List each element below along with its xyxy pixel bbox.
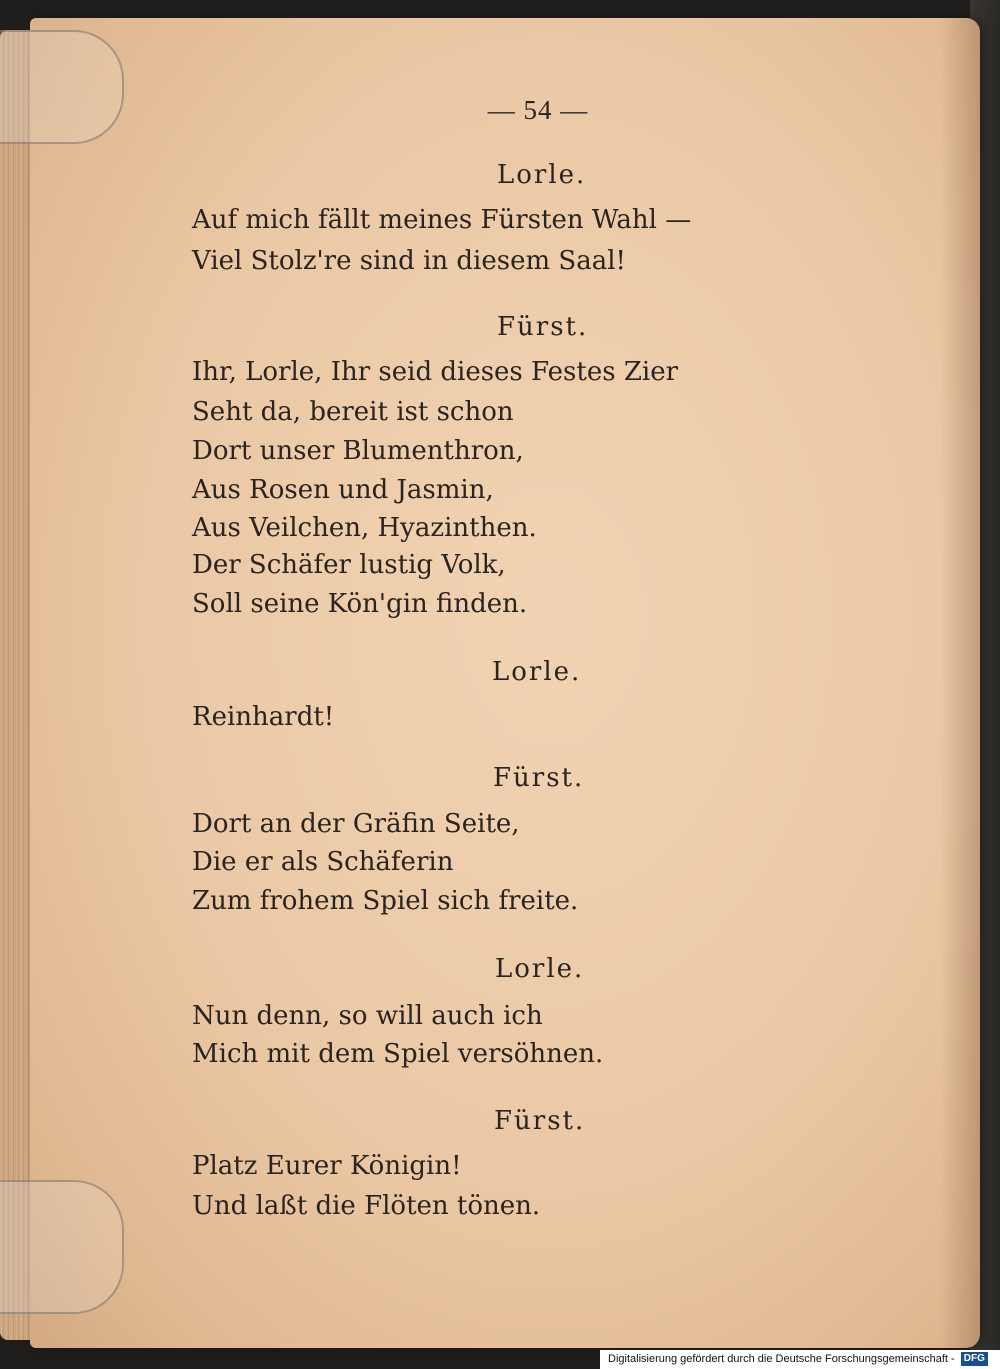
- verse-line: Platz Eurer Königin!: [192, 1151, 462, 1181]
- speaker-name: Lorle.: [492, 657, 582, 687]
- verse-line: Der Schäfer lustig Volk,: [192, 550, 506, 580]
- dfg-logo-icon: DFG: [961, 1352, 988, 1366]
- verse-line: Aus Veilchen, Hyazinthen.: [192, 513, 537, 543]
- speaker-name: Lorle.: [495, 954, 585, 984]
- page-clip-top: [0, 30, 124, 144]
- verse-line: Nun denn, so will auch ich: [192, 1001, 543, 1031]
- speaker-name: Fürst.: [497, 312, 589, 342]
- verse-line: Zum frohem Spiel sich freite.: [192, 886, 579, 916]
- digitization-credit: [600, 1350, 1000, 1369]
- verse-line: Seht da, bereit ist schon: [192, 397, 514, 427]
- speaker-name: Lorle.: [497, 160, 587, 190]
- page-number: — 54 —: [487, 95, 589, 125]
- speaker-name: Fürst.: [494, 1106, 586, 1136]
- verse-line: Aus Rosen und Jasmin,: [192, 475, 494, 505]
- page-clip-bottom: [0, 1180, 124, 1314]
- speaker-name: Fürst.: [493, 763, 585, 793]
- verse-line: Dort an der Gräfin Seite,: [192, 809, 520, 839]
- verse-line: Und laßt die Flöten tönen.: [192, 1191, 541, 1221]
- verse-line: Reinhardt!: [192, 702, 335, 732]
- verse-line: Soll seine Kön'gin finden.: [192, 589, 528, 619]
- verse-line: Auf mich fällt meines Fürsten Wahl —: [192, 205, 692, 235]
- verse-line: Die er als Schäferin: [192, 847, 454, 877]
- verse-line: Dort unser Blumenthron,: [192, 436, 524, 466]
- verse-line: Viel Stolz're sind in diesem Saal!: [192, 246, 626, 276]
- verse-line: Mich mit dem Spiel versöhnen.: [192, 1039, 604, 1069]
- verse-line: Ihr, Lorle, Ihr seid dieses Festes Zier: [192, 357, 679, 387]
- credit-text: Digitalisierung gefördert durch die Deutsche Forschungsgemeinschaft -: [608, 1353, 955, 1365]
